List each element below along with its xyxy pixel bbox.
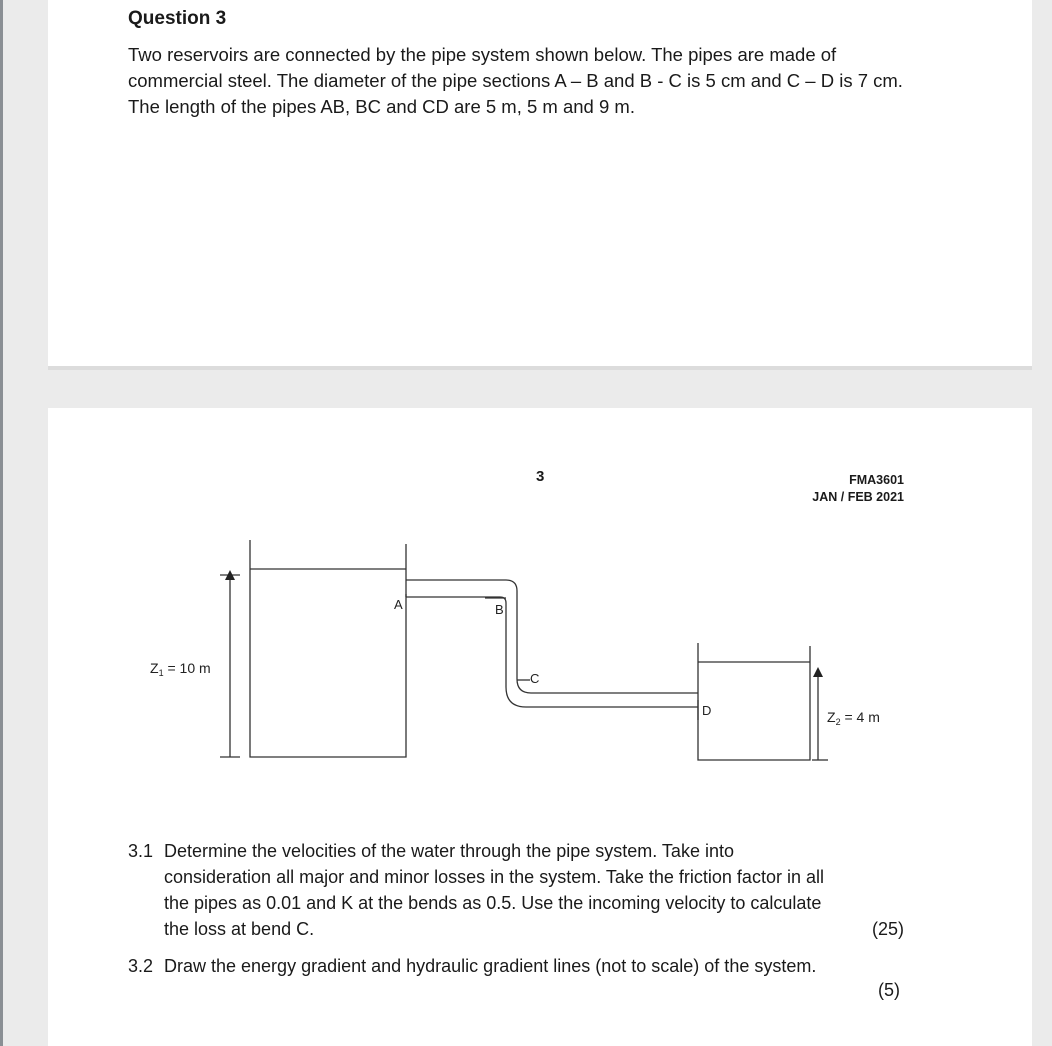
subquestion-number: 3.1 <box>128 841 154 861</box>
exam-page-number: 3 <box>536 468 545 485</box>
subquestion-text: Draw the energy gradient and hydraulic gradient lines (not to scale) of the system. <box>164 956 817 976</box>
subquestion-number: 3.2 <box>128 956 154 976</box>
marks-3-1: (25) <box>871 919 904 939</box>
question-body: Two reservoirs are connected by the pipe system shown below. The pipes are made of commercial steel. The diameter of the pipe sections A – B and B - C is 5 cm and C – D is 7 cm. The length of the pipes AB, BC and CD are 5 m, 5 m and 9 m. <box>128 44 903 117</box>
subquestion-3-1 <box>128 838 904 942</box>
subquestion-text-line: consideration all major and minor losses in the system. Take the friction factor in all <box>164 867 824 887</box>
right-reservoir <box>698 643 810 760</box>
left-reservoir <box>250 540 406 757</box>
subquestion-3-2 <box>128 953 904 979</box>
pipe-inner <box>406 597 698 707</box>
z2-arrowhead <box>813 667 823 677</box>
marks-3-2: (5) <box>878 980 900 1000</box>
z1-label: $Z_1 = 10$ m <box>150 660 211 678</box>
z2-label: $Z_2 = 4$ m <box>827 709 880 727</box>
exam-date: JAN / FEB 2021 <box>812 490 904 504</box>
subquestion-text-line: the loss at bend C. <box>164 919 315 939</box>
subquestion-text-line: the pipes as 0.01 and K at the bends as 0.5. Use the incoming velocity to calculate <box>164 893 822 913</box>
question-title: Question 3 <box>128 8 227 29</box>
page-divider <box>48 366 1032 370</box>
label-a: A <box>394 597 403 612</box>
window-edge <box>0 0 3 1046</box>
course-code: FMA3601 <box>849 473 904 487</box>
label-d: D <box>702 703 712 718</box>
label-c: C <box>530 671 540 686</box>
subquestion-text-line: Determine the velocities of the water through the pipe system. Take into <box>164 841 734 861</box>
label-b: B <box>495 602 504 617</box>
pipe-system-diagram <box>130 530 920 770</box>
